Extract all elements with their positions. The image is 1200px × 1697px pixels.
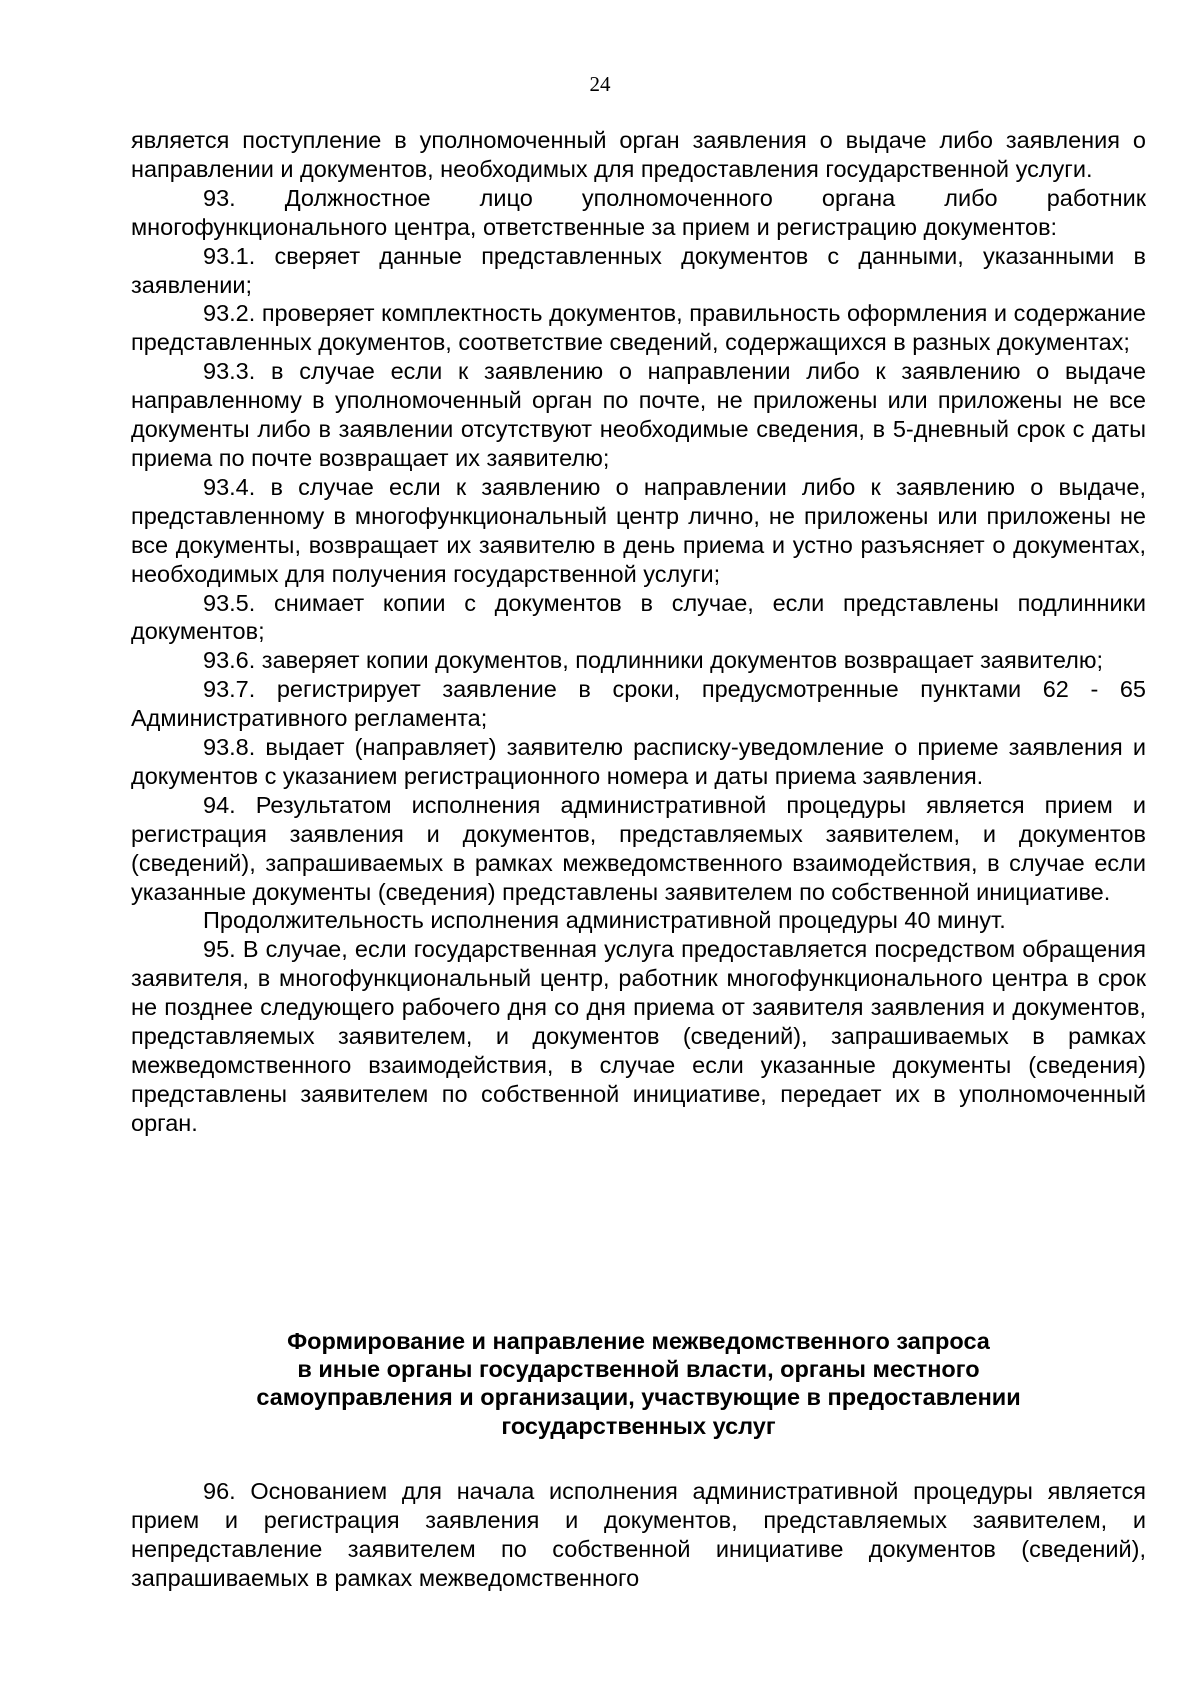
heading-line: в иные органы государственной власти, органы местного — [297, 1356, 980, 1383]
paragraph: является поступление в уполномоченный орган заявления о выдаче либо заявления о направлении и документов, необходимых для предоставления государственной услуги. — [131, 127, 1146, 182]
paragraph: 93. Должностное лицо уполномоченного органа либо работник многофункционального центра, ответственные за прием и регистрацию документов: — [131, 184, 1146, 240]
page-number: 24 — [589, 72, 611, 96]
paragraph: 93.7. регистрирует заявление в сроки, предусмотренные пунктами 62 - 65 Административного регламента; — [131, 676, 1146, 732]
paragraph: 93.6. заверяет копии документов, подлинники документов возвращает заявителю; — [203, 647, 1103, 674]
paragraph: 93.2. проверяет комплектность документов, правильность оформления и содержание представленных документов, соответствие сведений, содержащихся в разных документах; — [131, 300, 1146, 356]
paragraph: 93.1. сверяет данные представленных документов с данными, указанными в заявлении; — [131, 242, 1146, 298]
paragraph: 93.3. в случае если к заявлению о направлении либо к заявлению о выдаче направленному в уполномоченный орган по почте, не приложены или приложены не все документы либо в заявлении отсутствуют необходимые сведения, в 5-дневный срок с даты приема по почте возвращает их заявителю; — [131, 358, 1146, 471]
paragraph: 93.8. выдает (направляет) заявителю расписку-уведомление о приеме заявления и документов с указанием регистрационного номера и даты приема заявления. — [131, 734, 1146, 789]
body-text — [131, 126, 1146, 1138]
paragraph: 96. Основанием для начала исполнения административной процедуры является прием и регистрация заявления и документов, представляемых заявителем, и непредставление заявителем по собственной инициативе документов (сведений), запрашиваемых в рамках межведомственного — [131, 1478, 1146, 1591]
section-heading — [131, 1327, 1146, 1440]
paragraph: 95. В случае, если государственная услуга предоставляется посредством обращения заявителя, в многофункциональный центр, работник многофункционального центра в срок не позднее следующего рабочего дня со дня приема от заявителя заявления и документов, представляемых заявителем, и документов (сведений), запрашиваемых в рамках межведомственного взаимодействия, в случае если указанные документы (сведения) представлены заявителем по собственной инициативе, передает их в уполномоченный орган. — [131, 936, 1146, 1136]
paragraph: Продолжительность исполнения административной процедуры 40 минут. — [203, 907, 1006, 934]
heading-line: Формирование и направление межведомственного запроса — [287, 1328, 990, 1354]
paragraph: 94. Результатом исполнения административной процедуры является прием и регистрация заявления и документов, представляемых заявителем, и документов (сведений), запрашиваемых в рамках межведомственного взаимодействия, в случае если указанные документы (сведения) представлены заявителем по собственной инициативе. — [131, 791, 1146, 905]
paragraph: 93.4. в случае если к заявлению о направлении либо к заявлению о выдаче, представленному в многофункциональный центр лично, не приложены или приложены не все документы, возвращает их заявителю в день приема и устно разъясняет о документах, необходимых для получения государственной услуги; — [131, 473, 1146, 587]
closing-text — [131, 1477, 1146, 1593]
heading-line: самоуправления и организации, участвующие в предоставлении — [256, 1384, 1021, 1411]
paragraph: 93.5. снимает копии с документов в случае, если представлены подлинники документов; — [131, 589, 1146, 645]
heading-line: государственных услуг — [501, 1412, 776, 1439]
